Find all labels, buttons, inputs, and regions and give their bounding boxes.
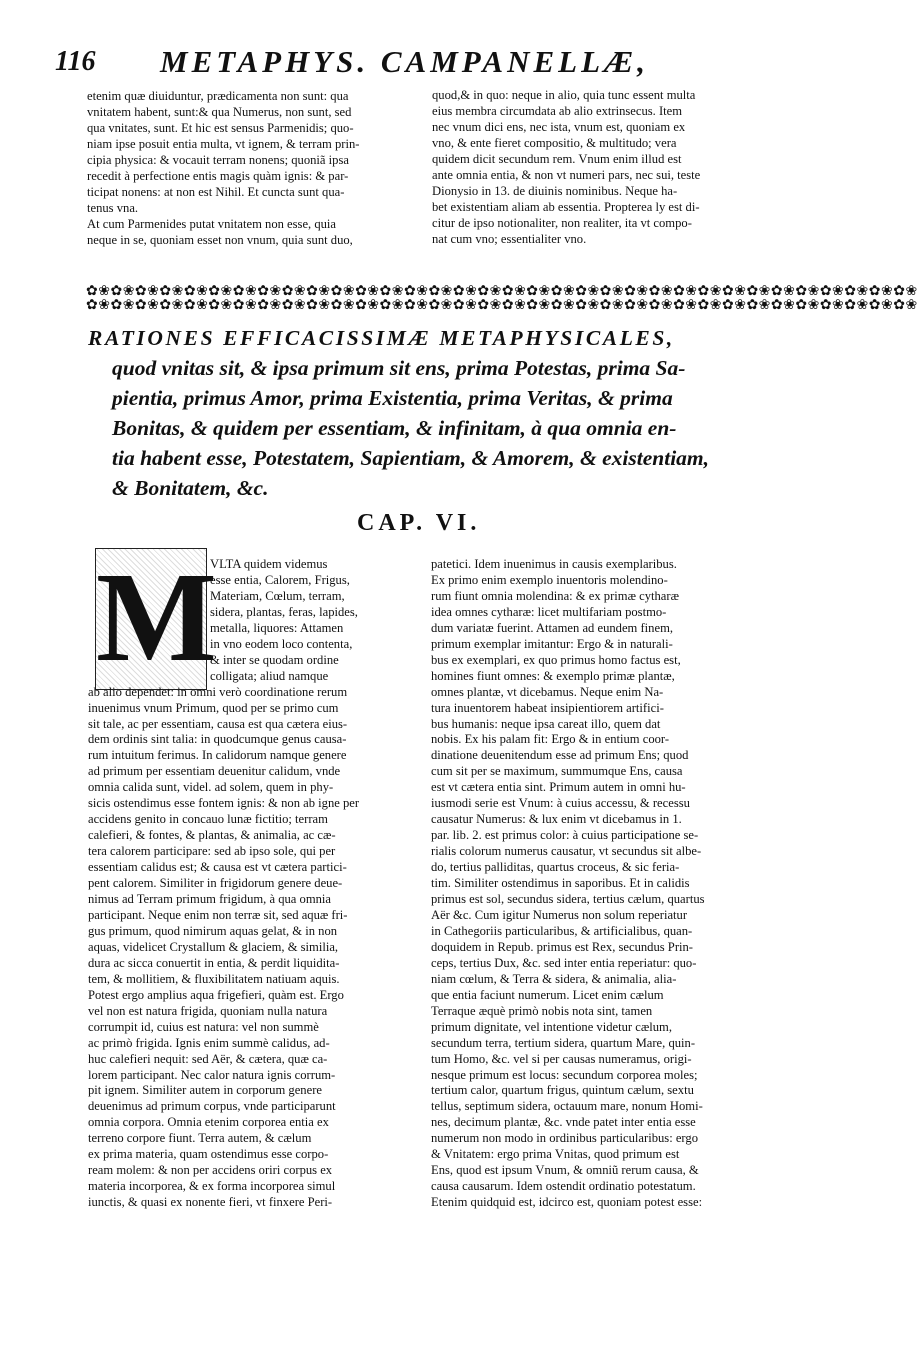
text-line: Potest ergo amplius aqua frigefieri, quàm est. Ergo [88,987,344,1002]
text-line: que entia faciunt numerum. Licet enim cælum [431,987,664,1002]
text-line: Ex primo enim exemplo inuentoris molendino- [431,572,668,587]
text-line: ab alio dependet: in omni verò coordinatione rerum [88,684,348,699]
text-line: cum sit per se maximum, summumque Ens, causa [431,764,683,779]
heading-line: quod vnitas sit, & ipsa primum sit ens, prima Potestas, prima Sa- [112,356,686,380]
text-line: rialis colorum numerus causatur, vt secundus sit albe- [431,844,702,859]
page-header [55,42,775,90]
text-line: calefieri, & fontes, & plantas, & animalia, ac cæ- [88,828,336,843]
text-line: tellus, septimum sidera, octauum mare, nonum Homi- [431,1099,703,1114]
text-line: ad primum per essentiam deuenitur calidum, vnde [88,764,341,779]
text-line: tera calorem participare: sed ab ipso sole, qui per [88,844,336,859]
text-line: sit tale, ac per essentiam, causa est qua cætera eius- [88,716,348,731]
text-line: omnia corpora. Omnia etenim corporea entia ex [88,1115,329,1130]
text-line: materia incorporea, & ex forma incorporea simul [88,1179,336,1194]
text-line: ticipat nonens: at non est Nihil. Et cuncta sunt qua- [87,184,345,199]
text-line: ac primò frigida. Ignis enim summè calidus, ad- [88,1035,330,1050]
text-line: etenim quæ diuiduntur, prædicamenta non sunt: qua [87,89,349,103]
text-line: tenus vna. [87,200,139,215]
heading-line: tia habent esse, Potestatem, Sapientiam, & Amorem, & existentiam, [112,446,710,470]
text-line: rum fiunt omnia molendina: & ex primæ cytharæ [431,588,679,603]
text-line: bus humanis: neque ipsa careat illo, quem dat [431,716,661,731]
text-line: terreno corpore fiunt. Terra autem, & cælum [88,1131,312,1146]
text-line: patetici. Idem inuenimus in causis exemplaribus. [431,557,677,571]
text-line: At cum Parmenides putat vnitatem non esse, quia [87,216,337,231]
text-line: essentiam calidus est; & causa est vt cætera partici- [88,860,347,875]
text-line: niam ipse posuit entia multa, vt ignem, & terram prin- [87,136,360,151]
text-line: Ens, quod est ipsum Vnum, & omniũ rerum causa, & [431,1163,699,1178]
text-line: Aër &c. Cum igitur Numerus non solum reperiatur [431,907,688,922]
text-line: dum variatæ fuerint. Attamen ad eundem finem, [431,620,674,635]
text-line: ante omnia entia, & non vt numeri pars, nec sui, teste [432,167,701,182]
text-line: ream molem: & non per accidens oriri corpus ex [88,1163,333,1178]
text-line: tura inuentorem habeat insipientiorem artifici- [431,700,664,715]
text-line: secundum terra, tertium sidera, quartum Mare, quin- [431,1035,696,1050]
text-line: nec vnum dici ens, nec ista, vnum est, quoniam ex [432,119,686,134]
text-line: vnitatem habent, sunt:& qua Numerus, non sunt, sed [87,104,352,119]
text-line: tem, & mollitiem, & fluxibilitatem natiuam aquis. [88,971,340,986]
text-line: eius membra circumdata ab alio extrinsecus. Item [432,103,683,118]
text-line: pit ignem. Similiter autem in corporum genere [88,1083,322,1098]
text-line: metalla, liquores: Attamen [210,620,344,635]
text-line: quidem dicit secundum rem. Vnum enim illud est [432,151,682,166]
text-line: lorem participant. Nec calor natura ignis corrum- [88,1067,336,1082]
text-line: omnes plantæ, vt dicebamus. Neque enim Na- [431,684,664,699]
text-line: homines fiunt omnes: & exemplo primæ plantæ, [431,668,675,683]
text-line: ex prima materia, quam ostendimus esse corpo- [88,1147,329,1162]
text-line: idea omnes cytharæ: licet multifariam postmo- [431,604,667,619]
main-right-column [431,557,767,1211]
text-line: do, tertius palliditas, quartus croceus, & sic feria- [431,860,680,875]
text-line: Etenim quidquid est, idcirco est, quoniam potest esse: [431,1195,703,1210]
ornament-row: ✿❀✿❀✿❀✿❀✿❀✿❀✿❀✿❀✿❀✿❀✿❀✿❀✿❀✿❀✿❀✿❀✿❀✿❀✿❀✿❀✿❀✿❀✿❀✿❀✿❀✿❀✿❀✿❀✿❀✿❀✿❀✿❀✿❀✿❀ [86,283,918,299]
text-line: Terraque æquè primò nobis nota sint, tamen [431,1003,653,1018]
text-line: sidera, plantas, feras, lapides, [210,604,358,619]
text-line: primum exemplar imitantur: Ergo & in naturali- [431,636,673,651]
text-line: vel non est natura frigida, quoniam nulla natura [88,1003,328,1018]
text-line: corrumpit id, cuius est natura: vel non summè [88,1019,319,1034]
page-number: 116 [55,46,96,77]
text-line: omnia calida sunt, videl. ad solem, quem in phy- [88,780,334,795]
text-line: tum Homo, &c. vel si per causas numeramus, origi- [431,1051,692,1066]
text-line: aquas, videlicet Crystallum & glaciem, & similia, [88,939,339,954]
text-line: numerum non modo in ordinibus particularibus: ergo [431,1131,698,1146]
text-line: cipia physica: & vocauit terram nonens; quoniã ipsa [87,152,349,167]
text-line: in Cathegoriis particularibus, & artificialibus, quan- [431,923,693,938]
text-line: deuenimus ad primum corpus, vnde participarunt [88,1099,336,1114]
text-line: par. lib. 2. est primus color: à cuius participatione se- [431,828,699,843]
text-line: VLTA quidem videmus [210,557,328,571]
text-line: recedit à perfectione entis magis quàm ignis: & par- [87,168,349,183]
heading-line: Bonitas, & quidem per essentiam, & infinitam, à qua omnia en- [112,416,677,440]
chapter-number: CAP. VI. [357,510,481,536]
top-right-column [432,88,767,248]
text-line: causa causarum. Idem ostendit ordinatio potestatum. [431,1179,696,1194]
top-left-column [87,89,417,249]
text-line: sicis ostendimus esse fontem ignis: & non ab igne per [88,796,360,811]
text-line: nesque primum est locus: secundum corporea moles; [431,1067,698,1082]
heading-line: pientia, primus Amor, prima Existentia, prima Veritas, & prima [112,386,673,410]
text-line: qua vnitates, sunt. Et hic est sensus Parmenidis; quo- [87,120,354,135]
text-line: est vt cætera entia sint. Primum autem in omni hu- [431,780,686,795]
text-line: ceps, tertius Dux, &c. sed inter entia reperiatur: quo- [431,955,697,970]
text-line: dem ordinis sint talia: in quodcumque genus causa- [88,732,347,747]
text-line: tertium calor, quartum frigus, quintum cælum, sextu [431,1083,694,1098]
text-line: gus primum, quod nimirum aquas gelat, & in non [88,923,338,938]
ornament-row: ✿❀✿❀✿❀✿❀✿❀✿❀✿❀✿❀✿❀✿❀✿❀✿❀✿❀✿❀✿❀✿❀✿❀✿❀✿❀✿❀✿❀✿❀✿❀✿❀✿❀✿❀✿❀✿❀✿❀✿❀✿❀✿❀✿❀✿❀ [86,297,918,313]
running-title: METAPHYS. CAMPANELLÆ, [160,44,650,79]
text-line: dura ac sicca conuertit in entia, & perdit liquidita- [88,955,340,970]
text-line: bet existentiam aliam ab essentia. Propterea ly est di- [432,199,700,214]
text-line: dinatione deuenitendum esse ad primum Ens; quod [431,748,689,763]
text-line: quod,& in quo: neque in alio, quia tunc essent multa [432,88,696,102]
text-line: nimus ad Terram primum frigidum, à qua omnia [88,892,332,907]
text-line: in vno eodem loco contenta, [210,636,353,651]
main-left-column [88,557,413,1211]
text-line: inuenimus vnum Primum, quod per se primo cum [88,700,339,715]
text-line: citur de ipso notionaliter, non realiter, ita vt compo- [432,215,692,230]
text-line: colligata; aliud namque [210,668,329,683]
drop-cap-letter: M [96,546,217,688]
text-line: neque in se, quoniam esset non vnum, quia sunt duo, [87,232,353,247]
text-line: niam cœlum, & Terra & sidera, & animalia, alia- [431,971,677,986]
text-line: & Vnitatem: ergo prima Vnitas, quod primum est [431,1147,680,1162]
text-line: nobis. Ex his palam fit: Ergo & in entium coor- [431,732,670,747]
text-line: tim. Similiter ostendimus in saporibus. Et in calidis [431,876,690,891]
text-line: bus ex exemplari, ex quo primus homo factus est, [431,652,681,667]
text-line: primus est sol, secundus sidera, tertius cælum, quartus [431,892,705,907]
text-line: pent calorem. Similiter in frigidorum genere deue- [88,876,343,891]
heading-line: & Bonitatem, &c. [112,476,269,500]
text-line: iunctis, & quasi ex nonente fieri, vt finxere Peri- [88,1195,333,1210]
text-line: & inter se quodam ordine [210,652,339,667]
text-line: esse entia, Calorem, Frigus, [210,572,350,587]
text-line: nat cum vno; essentialiter vno. [432,231,587,246]
text-line: huc calefieri nequit: sed Aër, & cætera, quæ ca- [88,1051,328,1066]
text-line: vno, & ente fieret compositio, & multitudo; vera [432,135,677,150]
text-line: accidens genito in concauo lunæ fictitio; terram [88,812,328,827]
text-line: Materiam, Cœlum, terram, [210,588,345,603]
text-line: iusmodi serie est Vnum: à cuius accessu, & recessu [431,796,690,811]
text-line: rum intuitum ferimus. In calidorum namque genere [88,748,347,763]
decorative-border [86,283,918,313]
text-line: Dionysio in 13. de diuinis nominibus. Neque ha- [432,183,678,198]
text-line: doquidem in Repub. primus est Rex, secundus Prin- [431,939,693,954]
text-line: causatur Numerus: & lux enim vt dicebamus in 1. [431,812,682,827]
text-line: primum dignitate, vel intentione videtur cælum, [431,1019,672,1034]
text-line: participant. Neque enim non terræ sit, sed aquæ fri- [88,907,348,922]
heading-title-line: RATIONES EFFICACISSIMÆ METAPHYSICALES, [88,326,675,350]
text-line: nes, decimum plantæ, &c. vnde patet inter entia esse [431,1115,696,1130]
chapter-heading [88,323,778,503]
